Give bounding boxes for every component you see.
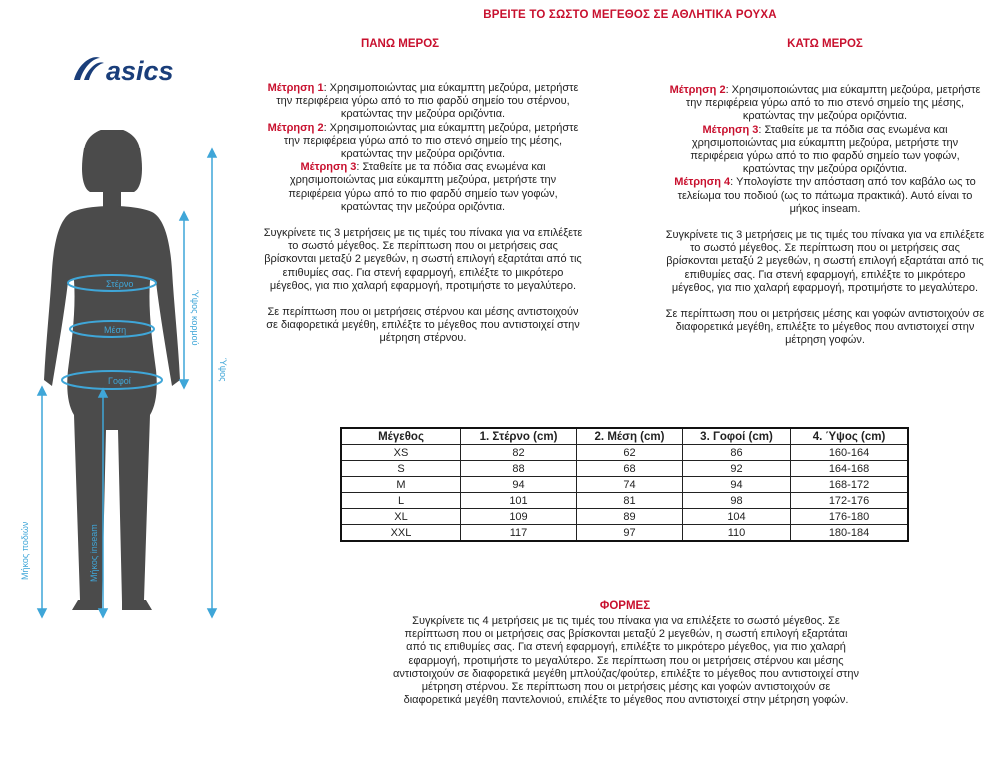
bottom-m2-text: : Χρησιμοποιώντας μια εύκαμπτη μεζούρα, μετρήστε την περιφέρεια γύρω από το πιο στενό σημείο της μέσης, κρατώντας την μεζούρα οριζόντια. bbox=[685, 84, 981, 123]
table-cell: XL bbox=[341, 509, 461, 525]
bottom-note-text: Σε περίπτωση που οι μετρήσεις μέσης και γοφών αντιστοιχούν σε διαφορετικά μεγέθη, επιλέξτε το μέγεθος που αντιστοιχεί στην μέτρηση γοφών. bbox=[665, 308, 985, 347]
table-cell: 117 bbox=[461, 525, 577, 542]
height-label: Ύψος bbox=[218, 358, 228, 382]
hips-label: Γοφοί bbox=[108, 376, 131, 386]
top-m1-label: Μέτρηση 1 bbox=[267, 82, 324, 94]
table-cell: 172-176 bbox=[791, 493, 909, 509]
top-m3-label: Μέτρηση 3 bbox=[300, 161, 357, 174]
bottom-compare-text: Συγκρίνετε τις 3 μετρήσεις με τις τιμές του πίνακα για να επιλέξετε το σωστό μέγεθος. Σε περίπτωση που οι μετρήσεις σας βρίσκονται μεταξύ 2 μεγεθών, η σωστή επιλογή εξαρτάται από τις επιθυμίες σας. Για στενή εφαρμογή, επιλέξτε το μικρότερο μέγεθος, για πιο χαλαρή εφαρμογή, προτιμήστε το μεγαλύτερο. bbox=[665, 229, 985, 294]
bottom-m4-label: Μέτρηση 4 bbox=[674, 176, 731, 189]
table-cell: 88 bbox=[461, 461, 577, 477]
bottom-instructions bbox=[664, 84, 986, 348]
table-cell: L bbox=[341, 493, 461, 509]
table-row bbox=[341, 461, 908, 477]
table-cell: 104 bbox=[683, 509, 791, 525]
bottom-m2-label: Μέτρηση 2 bbox=[669, 84, 726, 96]
table-header-cell: 1. Στέρνο (cm) bbox=[461, 428, 577, 445]
leg-length-label: Μήκος ποδιών bbox=[20, 521, 30, 580]
top-m3-text: : Σταθείτε με τα πόδια σας ενωμένα και χρησιμοποιώντας μια εύκαμπτη μεζούρα, μετρήστε την περιφέρεια γύρω από το πιο φαρδύ σημείο των γοφών, κρατώντας την μεζούρα οριζόντια. bbox=[288, 161, 558, 213]
top-note-text: Σε περίπτωση που οι μετρήσεις στέρνου και μέσης αντιστοιχούν σε διαφορετικά μεγέθη, επιλέξτε το μέγεθος που αντιστοιχεί στην μέτρηση στέρνου. bbox=[266, 306, 580, 345]
size-table bbox=[340, 427, 909, 542]
table-row bbox=[341, 477, 908, 493]
table-cell: 94 bbox=[683, 477, 791, 493]
bottom-m4-text: : Υπολογίστε την απόσταση από τον καβάλο ως το τελείωμα του ποδιού (ως το πάτωμα πρακτικά). Αυτό είναι το μήκος inseam. bbox=[677, 176, 976, 215]
top-m2-label: Μέτρηση 2 bbox=[267, 121, 324, 134]
table-cell: 109 bbox=[461, 509, 577, 525]
table-cell: 101 bbox=[461, 493, 577, 509]
bottom-m3-label: Μέτρηση 3 bbox=[702, 123, 759, 136]
inseam-label: Μήκος inseam bbox=[89, 524, 99, 582]
table-cell: M bbox=[341, 477, 461, 493]
table-cell: 180-184 bbox=[791, 525, 909, 542]
table-cell: 89 bbox=[577, 509, 683, 525]
table-cell: S bbox=[341, 461, 461, 477]
page-title: ΒΡΕΙΤΕ ΤΟ ΣΩΣΤΟ ΜΕΓΕΘΟΣ ΣΕ ΑΘΛΗΤΙΚΑ ΡΟΥΧΑ bbox=[483, 9, 777, 21]
chest-label: Στέρνο bbox=[106, 279, 134, 289]
top-instructions bbox=[262, 82, 584, 346]
table-cell: 176-180 bbox=[791, 509, 909, 525]
asics-logo bbox=[70, 50, 180, 86]
table-cell: 98 bbox=[683, 493, 791, 509]
bottom-m3-text: : Σταθείτε με τα πόδια σας ενωμένα και χρησιμοποιώντας μια εύκαμπτη μεζούρα, μετρήστε την περιφέρεια γύρω από το πιο φαρδύ σημείο των γοφών, κρατώντας την μεζούρα οριζόντια. bbox=[690, 123, 960, 176]
table-row bbox=[341, 525, 908, 542]
top-compare-text: Συγκρίνετε τις 3 μετρήσεις με τις τιμές του πίνακα για να επιλέξετε το σωστό μέγεθος. Σε περίπτωση που οι μετρήσεις σας βρίσκονται μεταξύ 2 μεγεθών, η σωστή επιλογή εξαρτάται από τις επιθυμίες σας. Για στενή εφαρμογή, επιλέξτε το μικρότερο μέγεθος, για πιο χαλαρή εφαρμογή, προτιμήστε το μεγαλύτερο. bbox=[263, 227, 583, 292]
table-header-row bbox=[341, 428, 908, 445]
waist-label: Μέση bbox=[104, 325, 127, 335]
table-cell: 86 bbox=[683, 445, 791, 461]
table-cell: 168-172 bbox=[791, 477, 909, 493]
body-measurement-figure bbox=[0, 130, 240, 630]
table-cell: 92 bbox=[683, 461, 791, 477]
table-header-cell: 3. Γοφοί (cm) bbox=[683, 428, 791, 445]
logo-wordmark: asics bbox=[106, 56, 174, 86]
table-header-cell: 4. Ύψος (cm) bbox=[791, 428, 909, 445]
table-cell: 82 bbox=[461, 445, 577, 461]
table-cell: 97 bbox=[577, 525, 683, 542]
table-row bbox=[341, 493, 908, 509]
table-row bbox=[341, 509, 908, 525]
top-m2-text: : Χρησιμοποιώντας μια εύκαμπτη μεζούρα, μετρήστε την περιφέρεια γύρω από το πιο στενό σημείο της μέσης, κρατώντας την μεζούρα οριζόντια. bbox=[283, 121, 579, 161]
table-cell: 164-168 bbox=[791, 461, 909, 477]
table-cell: 160-164 bbox=[791, 445, 909, 461]
forms-text: Συγκρίνετε τις 4 μετρήσεις με τις τιμές του πίνακα για να επιλέξετε το σωστό μέγεθος. Σε περίπτωση που οι μετρήσεις σας βρίσκονται μεταξύ 2 μεγεθών, η σωστή επιλογή εξαρτάται από τις επιθυμίες σας. Για στενή εφαρμογή, επιλέξτε το μικρότερο μέγεθος, για πιο χαλαρή εφαρμογή, προτιμήστε το μεγαλύτερο. Σε περίπτωση που οι μετρήσεις στέρνου και μέσης αντιστοιχούν σε διαφορετικά μεγέθη μπλούζας/φούτερ, επιλέξτε το μέγεθος που αντιστοιχεί στην μέτρηση στέρνου. Σε περίπτωση που οι μετρήσεις μέσης και γοφών αντιστοιχούν σε διαφορετικά μεγέθη παντελονιού, επιλέξτε το μέγεθος που αντιστοιχεί στην μέτρηση γοφών. bbox=[393, 615, 859, 707]
table-cell: 94 bbox=[461, 477, 577, 493]
table-cell: 81 bbox=[577, 493, 683, 509]
table-row bbox=[341, 445, 908, 461]
table-header-cell: Μέγεθος bbox=[341, 428, 461, 445]
table-cell: 110 bbox=[683, 525, 791, 542]
table-header-cell: 2. Μέση (cm) bbox=[577, 428, 683, 445]
table-cell: XS bbox=[341, 445, 461, 461]
torso-height-label: Ύψος κορμού bbox=[190, 290, 200, 346]
table-cell: 68 bbox=[577, 461, 683, 477]
top-heading: ΠΑΝΩ ΜΕΡΟΣ bbox=[360, 38, 440, 50]
table-cell: 62 bbox=[577, 445, 683, 461]
table-cell: XXL bbox=[341, 525, 461, 542]
bottom-heading: ΚΑΤΩ ΜΕΡΟΣ bbox=[787, 38, 863, 50]
top-m1-text: : Χρησιμοποιώντας μια εύκαμπτη μεζούρα, μετρήστε την περιφέρεια γύρω από το πιο φαρδύ σημείο του στέρνου, κρατώντας την μεζούρα οριζόντια. bbox=[276, 82, 579, 121]
table-cell: 74 bbox=[577, 477, 683, 493]
forms-heading: ΦΟΡΜΕΣ bbox=[599, 600, 651, 612]
